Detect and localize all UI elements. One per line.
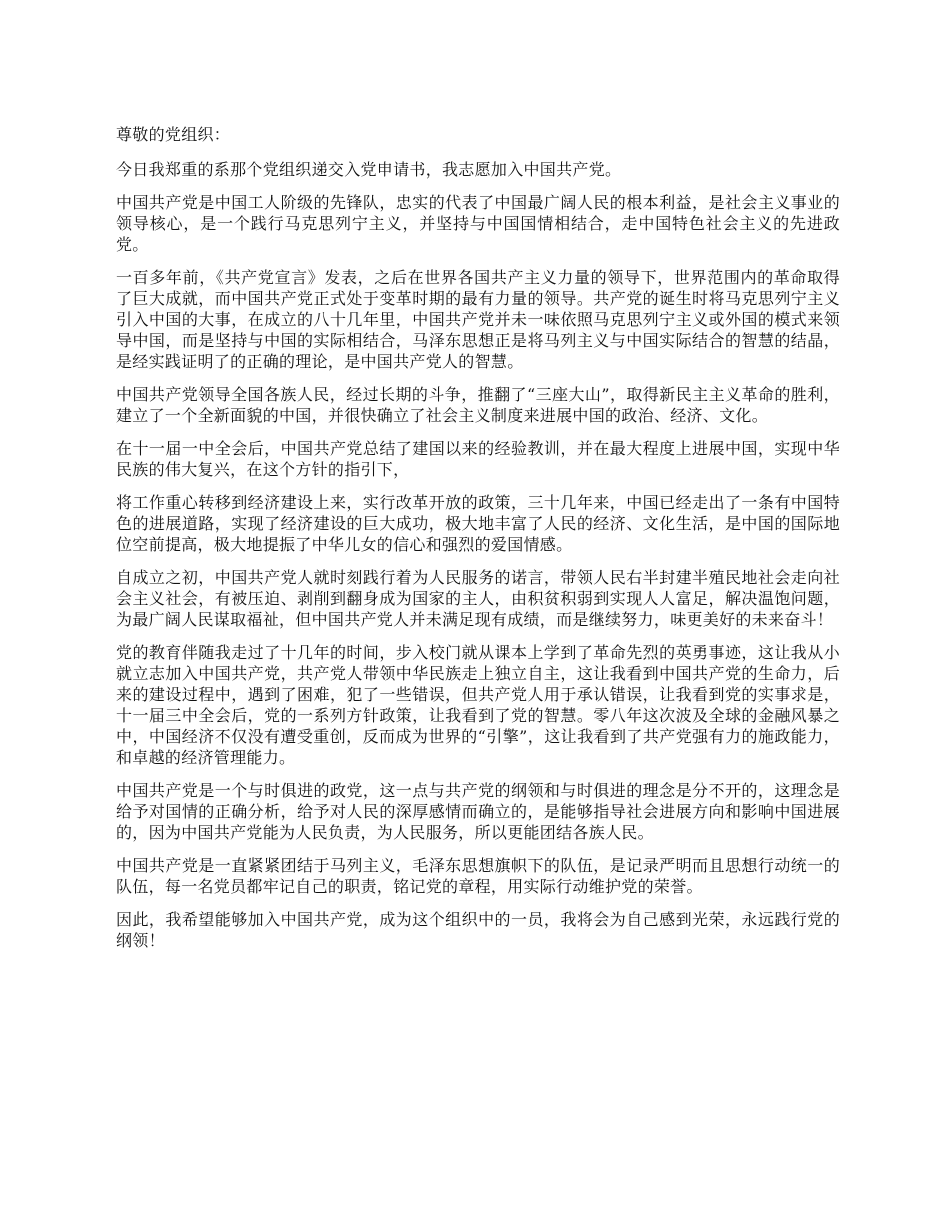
paragraph-4: 中国共产党领导全国各族人民，经过长期的斗争，推翻了“三座大山”，取得新民主主义革命的胜利，建立了一个全新面貌的中国，并很快确立了社会主义制度来进展中国的政治、经济、文化。 <box>116 385 840 425</box>
letter-body <box>116 124 840 963</box>
paragraph-8: 党的教育伴随我走过了十几年的时间，步入校门就从课本上学到了革命先烈的英勇事迹，这让我从小就立志加入中国共产党，共产党人带领中华民族走上独立自主，这让我看到中国共产党的生命力，后来的建设过程中，遇到了困难，犯了一些错误，但共产党人用于承认错误，让我看到党的实事求是，十一届三中全会后，党的一系列方针政策，让我看到了党的智慧。零八年这次波及全球的金融风暴之中，中国经济不仅没有遭受重创，反而成为世界的“引擎”，这让我看到了共产党强有力的施政能力，和卓越的经济管理能力。 <box>116 643 840 767</box>
paragraph-3: 一百多年前，《共产党宣言》发表，之后在世界各国共产主义力量的领导下，世界范围内的革命取得了巨大成就，而中国共产党正式处于变革时期的最有力量的领导。共产党的诞生时将马克思列宁主义引入中国的大事，在成立的八十几年里，中国共产党并未一味依照马克思列宁主义或外国的模式来领导中国，而是坚持与中国的实际相结合，马泽东思想正是将马列主义与中国实际结合的智慧的结晶，是经实践证明了的正确的理论，是中国共产党人的智慧。 <box>116 268 840 371</box>
paragraph-11: 因此，我希望能够加入中国共产党，成为这个组织中的一员，我将会为自己感到光荣，永远践行党的纲领！ <box>116 910 840 950</box>
paragraph-1: 今日我郑重的系那个党组织递交入党申请书，我志愿加入中国共产党。 <box>116 160 622 179</box>
paragraph-5: 在十一届一中全会后，中国共产党总结了建国以来的经验教训，并在最大程度上进展中国，实现中华民族的伟大复兴，在这个方针的指引下， <box>116 439 840 479</box>
paragraph-9: 中国共产党是一个与时俱进的政党，这一点与共产党的纲领和与时俱进的理念是分不开的，这理念是给予对国情的正确分析，给予对人民的深厚感情而确立的，是能够指导社会进展方向和影响中国进展的，因为中国共产党能为人民负责，为人民服务，所以更能团结各族人民。 <box>116 781 840 842</box>
paragraph-2: 中国共产党是中国工人阶级的先锋队，忠实的代表了中国最广阔人民的根本利益，是社会主义事业的领导核心，是一个践行马克思列宁主义，并坚持与中国国情相结合，走中国特色社会主义的先进政党。 <box>116 193 840 254</box>
paragraph-7: 自成立之初，中国共产党人就时刻践行着为人民服务的诺言，带领人民右半封建半殖民地社会走向社会主义社会，有被压迫、剥削到翻身成为国家的主人，由积贫积弱到实现人人富足，解决温饱问题，为最广阔人民谋取福祉，但中国共产党人并未满足现有成绩，而是继续努力，味更美好的未来奋斗！ <box>116 568 840 629</box>
paragraph-6: 将工作重心转移到经济建设上来，实行改革开放的政策，三十几年来，中国已经走出了一条有中国特色的进展道路，实现了经济建设的巨大成功，极大地丰富了人民的经济、文化生活，是中国的国际地位空前提高，极大地提振了中华儿女的信心和强烈的爱国情感。 <box>116 493 840 554</box>
paragraph-10: 中国共产党是一直紧紧团结于马列主义，毛泽东思想旗帜下的队伍，是记录严明而且思想行动统一的队伍，每一名党员都牢记自己的职责，铭记党的章程，用实际行动维护党的荣誉。 <box>116 856 840 896</box>
salutation: 尊敬的党组织： <box>116 125 231 144</box>
